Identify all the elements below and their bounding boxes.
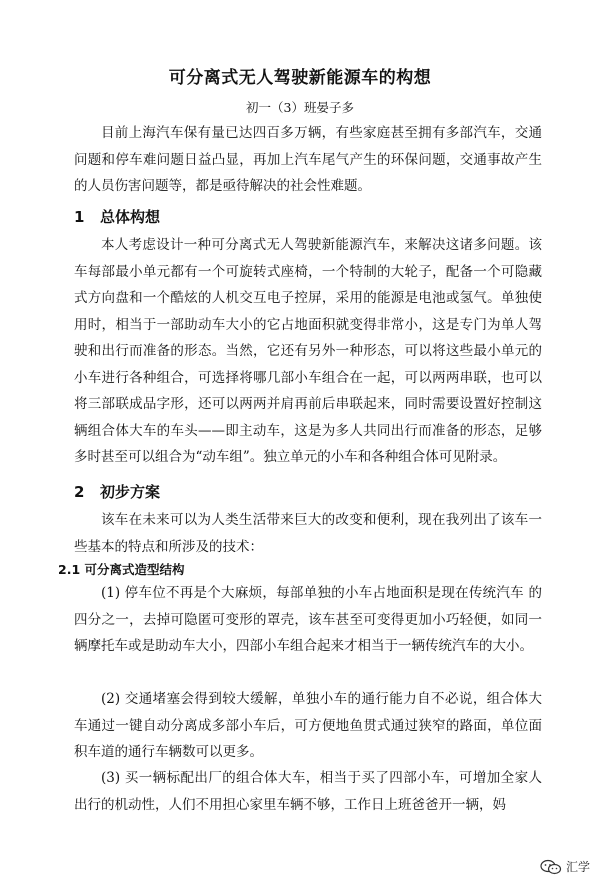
list-item: (3) 买一辆标配出厂的组合体大车，相当于买了四部小车，可增加全家人出行的机动性，人们不用担心家里车辆不够，工作日上班爸爸开一辆，妈 bbox=[74, 770, 542, 813]
section-2-heading bbox=[74, 481, 160, 502]
section-1-paragraph: 本人考虑设计一种可分离式无人驾驶新能源汽车，来解决这诸多问题。该车每部最小单元都有一个可旋转式座椅，一个特制的大轮子，配备一个可隐藏式方向盘和一个酷炫的人机交互电子控屏，采用的能源是电池或氢气。单独使用时，相当于一部助动车大小的它占地面积就变得非常小，这是专门为单人驾驶和出行而准备的形态。当然，它还有另外一种形态，可以将这些最小单元的小车进行各种组合，可选择将哪几部小车组合在一起，可以两两串联，也可以将三部联成品字形，还可以两两并肩再前后串联起来，同时需要设置好控制这辆组合体大车的车头——即主动车，这是为多人共同出行而准备的形态，足够多时甚至可以组合为“动车组”。独立单元的小车和各种组合体可见附录。 bbox=[74, 237, 542, 465]
watermark-text: 汇学 bbox=[565, 860, 590, 874]
document-title: 可分离式无人驾驶新能源车的构想 bbox=[168, 68, 432, 88]
list-item: (2) 交通堵塞会得到较大缓解，单独小车的通行能力自不必说，组合体大车通过一键自动分离成多部小车后，可方便地鱼贯式通过狭窄的路面，单位面积车道的通行车辆数可以更多。 bbox=[74, 691, 542, 760]
section-2-title: 初步方案 bbox=[100, 483, 161, 501]
section-1-title: 总体构想 bbox=[100, 208, 161, 226]
section-1-number: 1 bbox=[74, 208, 85, 226]
section-2-paragraph: 该车在未来可以为人类生活带来巨大的改变和便利，现在我列出了该车一些基本的特点和所涉及的技术： bbox=[74, 512, 542, 555]
list-item: (1) 停车位不再是个大麻烦，每部单独的小车占地面积是现在传统汽车 的四分之一，去掉可隐匿可变形的罩壳，该车甚至可变得更加小巧轻便，如同一辆摩托车或是助动车大小，四部小车组合起来才相当于一辆传统汽车的大小。 bbox=[74, 585, 542, 654]
author-line: 初一（3）班晏子多 bbox=[246, 100, 354, 115]
subsection-2-1-heading: 2.1 可分离式造型结构 bbox=[58, 562, 185, 577]
wechat-icon bbox=[540, 859, 562, 875]
section-2-number: 2 bbox=[74, 483, 85, 501]
intro-paragraph: 目前上海汽车保有量已达四百多万辆，有些家庭甚至拥有多部汽车，交通问题和停车难问题日益凸显，再加上汽车尾气产生的环保问题，交通事故产生的人员伤害问题等，都是亟待解决的社会性难题。 bbox=[74, 125, 542, 194]
watermark bbox=[540, 858, 590, 875]
section-1-heading bbox=[74, 206, 160, 227]
